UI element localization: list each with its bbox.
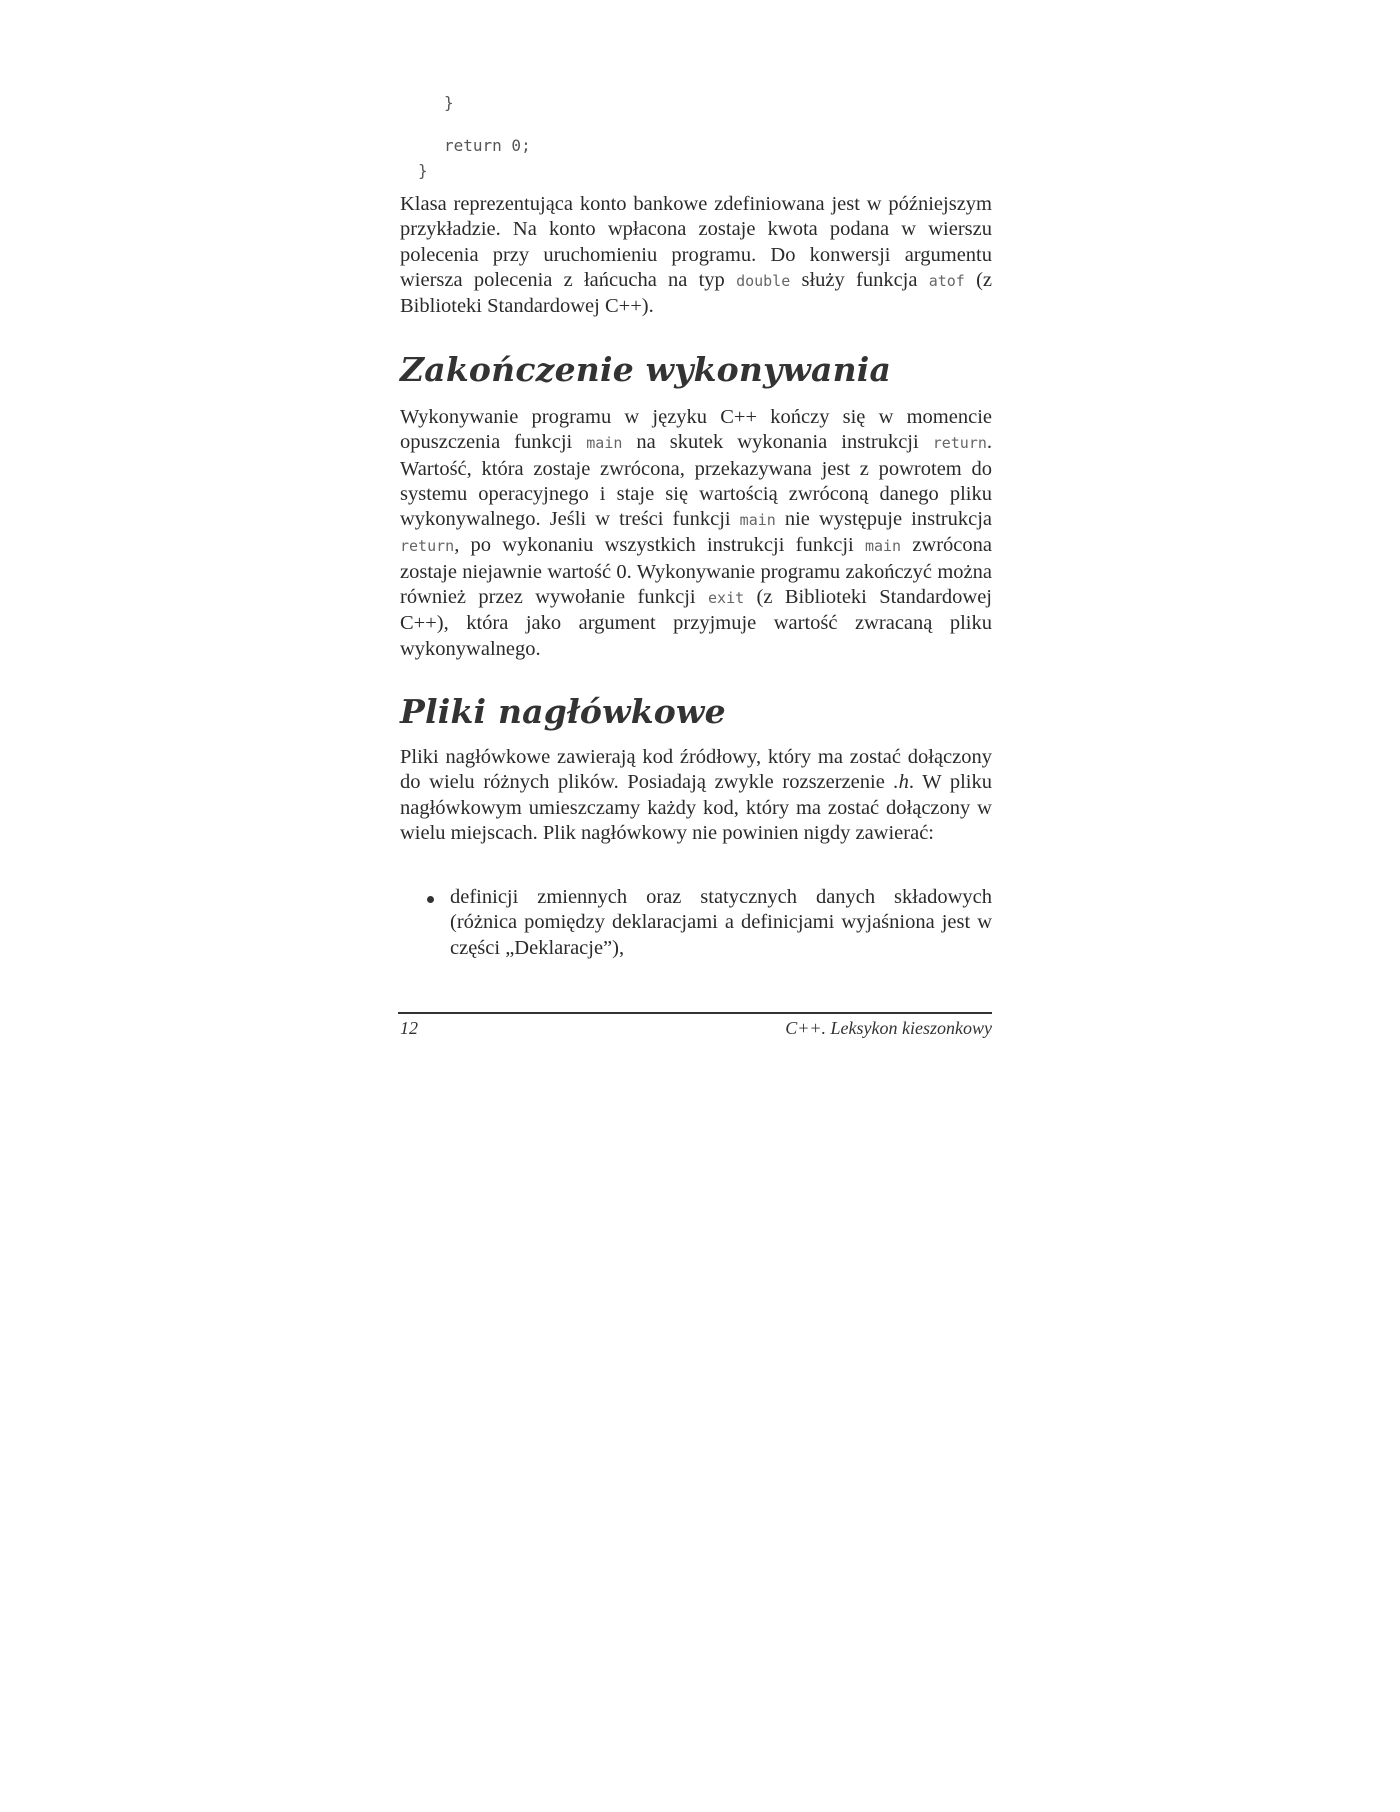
bullet-icon bbox=[427, 896, 434, 903]
text-run: zwrócona zostaje niejawnie wartość 0. Wykonywanie programu zakończyć można również przez wywołanie funkcji bbox=[400, 534, 992, 609]
bullet-list bbox=[400, 885, 992, 961]
section-heading-header-files: Pliki nagłówkowe bbox=[400, 692, 726, 731]
page-footer bbox=[400, 1018, 992, 1039]
text-run: . W pliku nagłówkowym umieszczamy każdy kod, który ma zostać dołączony w wielu miejscach. Plik nagłówkowy nie powinien nigdy zawierać: bbox=[400, 771, 992, 844]
text-run: , po wykonaniu wszystkich instrukcji funkcji bbox=[454, 534, 865, 557]
text-run: (z Biblioteki Standardowej C++). bbox=[400, 268, 993, 318]
paragraph-termination bbox=[400, 405, 992, 662]
paragraph-account-class bbox=[400, 192, 992, 319]
list-item-text: definicji zmiennych oraz statycznych danych składowych (różnica pomiędzy deklaracjami a definicjami wyjaśniona jest w części „Deklaracje”), bbox=[450, 886, 992, 959]
paragraph-header-files bbox=[400, 745, 992, 846]
book-title: C++. Leksykon kieszonkowy bbox=[785, 1018, 992, 1038]
file-extension: .h bbox=[893, 771, 909, 794]
inline-code: return bbox=[932, 434, 987, 453]
footer-divider bbox=[398, 1012, 992, 1014]
text-run: nie występuje instrukcja bbox=[775, 508, 992, 531]
text-run: służy funkcja bbox=[790, 268, 929, 291]
inline-code: main bbox=[739, 511, 776, 530]
section-heading-termination: Zakończenie wykonywania bbox=[400, 350, 892, 389]
text-run: Pliki nagłówkowe zawierają kod źródłowy, który ma zostać dołączony do wielu różnych plików. Posiadają zwykle rozszerzenie bbox=[400, 746, 992, 794]
inline-code: atof bbox=[928, 271, 965, 290]
inline-code: exit bbox=[708, 589, 745, 608]
text-run: Wykonywanie programu w języku C++ kończy się w momencie opuszczenia funkcji bbox=[400, 406, 992, 454]
page-number: 12 bbox=[400, 1018, 418, 1038]
code-return-statement: return 0; bbox=[444, 136, 531, 155]
text-run: na skutek wykonania instrukcji bbox=[622, 431, 933, 454]
inline-code: main bbox=[864, 537, 902, 556]
list-item bbox=[400, 885, 992, 961]
inline-code: return bbox=[400, 537, 455, 556]
inline-code: main bbox=[586, 434, 623, 453]
code-closing-brace-inner: } bbox=[444, 93, 454, 112]
text-run: Klasa reprezentująca konto bankowe zdefiniowana jest w późniejszym przykładzie. Na konto wpłacona zostaje kwota podana w wierszu polecenia przy uruchomieniu programu. Do konwersji argumentu wiersza polecenia z łańcucha na typ bbox=[400, 193, 992, 291]
code-closing-brace-outer: } bbox=[418, 161, 428, 180]
inline-code: double bbox=[736, 271, 791, 290]
text-run: (z Biblioteki Standardowej C++), która jako argument przyjmuje wartość zwracaną pliku wykonywalnego. bbox=[400, 586, 992, 660]
text-run: . Wartość, która zostaje zwrócona, przekazywana jest z powrotem do systemu operacyjnego i staje się wartością zwróconą danego pliku wykonywalnego. Jeśli w treści funkcji bbox=[400, 431, 993, 531]
